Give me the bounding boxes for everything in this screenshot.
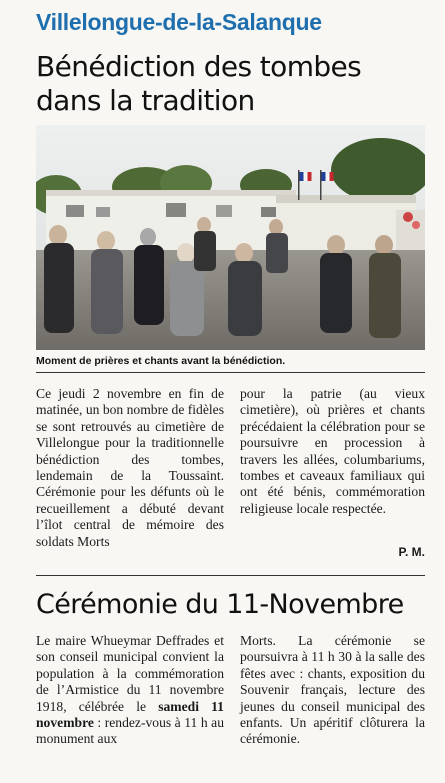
article1-text-1: Ce jeudi 2 novembre en fin de matinée, un bon nombre de fidèles se sont retrouvés au cimetière de Villelongue pour la traditionnelle bénédiction des tombes, lendemain de la Toussaint. Cérémonie pour les défunts où le recueillement a débuté devant l’îlot central de mémoire des soldats Morts: [36, 386, 224, 549]
caption-divider: [36, 372, 425, 373]
article1-column-1: [36, 386, 224, 550]
headline-line-1: Bénédiction des tombes: [36, 50, 362, 83]
article2-intro: Le maire Whueymar Deffrades et son conseil municipal convient la population à la commémoration de l’Armistice du 11 novembre 1918, célébrée le: [36, 633, 224, 714]
article2-column-2: [240, 633, 425, 748]
article2-text-2: Morts. La cérémonie se poursuivra à 11 h 30 à la salle des fêtes avec : chants, exposition du Souvenir français, lecture des jeunes du conseil municipal des enfants. Un apéritif clôturera la cérémonie.: [240, 633, 425, 747]
article1-column-2: [240, 386, 425, 517]
article2-rdv: : rendez-vous à 11 h au monument aux: [36, 715, 224, 747]
article2-date: samedi 11 novembre: [36, 698, 224, 731]
article2-text-1: [36, 633, 224, 748]
article2-column-1: [36, 633, 224, 748]
article-divider: [36, 575, 425, 576]
section-tag: Villelongue-de-la-Salanque: [36, 9, 322, 35]
article1-text-2: pour la patrie (au vieux cimetière), où prières et chants précédaient la célébration pour se poursuivre en procession à travers les allées, columbariums, tombes et caveaux familiaux qui ont été bénis, commémoration religieuse locale respectée.: [240, 386, 425, 516]
photo-cemetery-gathering: [36, 125, 425, 350]
headline: [36, 50, 361, 118]
article2-title: Cérémonie du 11-Novembre: [36, 589, 404, 620]
article1-signature: P. M.: [398, 545, 425, 559]
headline-line-2: dans la tradition: [36, 84, 255, 117]
photo-caption: Moment de prières et chants avant la bénédiction.: [36, 355, 286, 367]
